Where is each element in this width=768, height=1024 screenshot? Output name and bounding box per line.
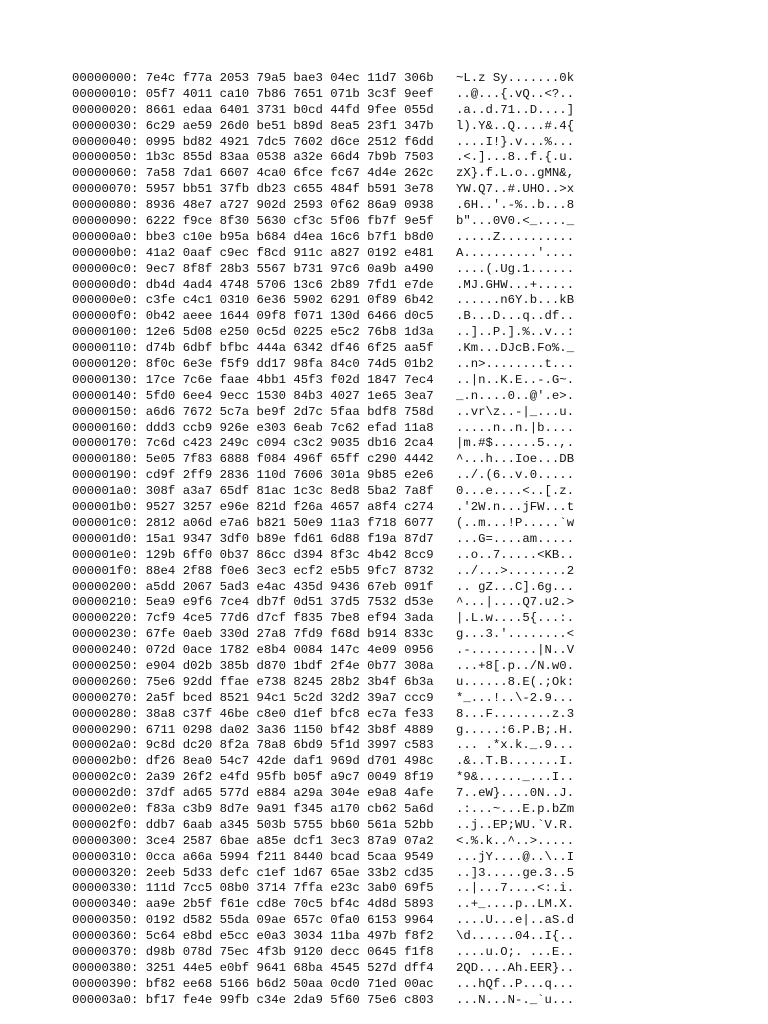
ascii-text: 7..eW}....0N..J. xyxy=(456,786,575,801)
hex-bytes: 00000290: 6711 0298 da02 3a36 1150 bf42 3b8f 4889 xyxy=(72,722,434,737)
ascii-text: b"...0V0.<_...._ xyxy=(456,214,575,229)
hex-bytes: 00000200: a5dd 2067 5ad3 e4ac 435d 9436 67eb 091f xyxy=(72,579,434,594)
hex-bytes: 000000d0: db4d 4ad4 4748 5706 13c6 2b89 7fd1 e7de xyxy=(72,277,434,292)
ascii-text: 2QD....Ah.EER}.. xyxy=(456,960,575,975)
ascii-text: <.%.k..^..>..... xyxy=(456,833,575,848)
hex-bytes: 00000100: 12e6 5d08 e250 0c5d 0225 e5c2 76b8 1d3a xyxy=(72,325,434,340)
hex-bytes: 000001e0: 129b 6ff0 0b37 86cc d394 8f3c 4b42 8cc9 xyxy=(72,547,434,562)
hex-bytes: 000000b0: 41a2 0aaf c9ec f8cd 911c a827 0192 e481 xyxy=(72,245,434,260)
hex-bytes: 00000220: 7cf9 4ce5 77d6 d7cf f835 7be8 ef94 3ada xyxy=(72,611,434,626)
hex-bytes: 00000340: aa9e 2b5f f61e cd8e 70c5 bf4c 4d8d 5893 xyxy=(72,897,434,912)
hex-bytes: 00000000: 7e4c f77a 2053 79a5 bae3 04ec 11d7 306b xyxy=(72,71,434,85)
ascii-text: .6H..'.-%..b...8 xyxy=(456,198,575,213)
hex-bytes: 00000250: e904 d02b 385b d870 1bdf 2f4e 0b77 308a xyxy=(72,658,434,673)
ascii-text: .Km...DJcB.Fo%._ xyxy=(456,341,575,356)
hex-bytes: 00000070: 5957 bb51 37fb db23 c655 484f b591 3e78 xyxy=(72,182,434,197)
ascii-text: .-.........|N..V xyxy=(456,643,575,658)
ascii-text: .MJ.GHW...+..... xyxy=(456,277,575,292)
ascii-text: ...+8[.p../N.w0. xyxy=(456,658,575,673)
ascii-text: ...jY....@..\..I xyxy=(456,849,575,864)
ascii-text: ......n6Y.b...kB xyxy=(456,293,575,308)
ascii-text: ..o..7.....<KB.. xyxy=(456,547,575,562)
ascii-text: \d......04..I{.. xyxy=(456,929,575,944)
ascii-text: ....U...e|..aS.d xyxy=(456,913,575,928)
ascii-text: (..m...!P.....`w xyxy=(456,515,575,530)
ascii-text: ..@...{.vQ..<?.. xyxy=(456,86,575,101)
hex-bytes: 00000260: 75e6 92dd ffae e738 8245 28b2 3b4f 6b3a xyxy=(72,674,434,689)
hex-bytes: 00000160: ddd3 ccb9 926e e303 6eab 7c62 efad 11a8 xyxy=(72,420,434,435)
ascii-text: ..n>........t... xyxy=(456,357,575,372)
ascii-text: YW.Q7..#.UHO..>x xyxy=(456,182,575,197)
hex-bytes: 00000150: a6d6 7672 5c7a be9f 2d7c 5faa bdf8 758d xyxy=(72,404,434,419)
ascii-text: ../.(6..v.0..... xyxy=(456,468,575,483)
hex-bytes: 000000e0: c3fe c4c1 0310 6e36 5902 6291 0f89 6b42 xyxy=(72,293,434,308)
hex-bytes: 00000370: d98b 078d 75ec 4f3b 9120 decc 0645 f1f8 xyxy=(72,944,434,959)
ascii-text: .....Z.......... xyxy=(456,229,575,244)
ascii-text: ../...>........2 xyxy=(456,563,575,578)
ascii-text: ..j..EP;WU.`V.R. xyxy=(456,817,575,832)
ascii-text: .'2W.n...jFW...t xyxy=(456,500,575,515)
hex-bytes: 00000180: 5e05 7f83 6888 f084 496f 65ff c290 4442 xyxy=(72,452,434,467)
hex-bytes: 000002c0: 2a39 26f2 e4fd 95fb b05f a9c7 0049 8f19 xyxy=(72,770,434,785)
hex-bytes: 000002b0: df26 8ea0 54c7 42de daf1 969d d701 498c xyxy=(72,754,434,769)
ascii-text: l).Y&..Q....#.4{ xyxy=(456,118,575,133)
ascii-text: ..]3.....ge.3..5 xyxy=(456,865,575,880)
ascii-text: ..|...7....<:.i. xyxy=(456,881,575,896)
ascii-text: u......8.E(.;Ok: xyxy=(456,674,575,689)
hex-bytes: 00000380: 3251 44e5 e0bf 9641 68ba 4545 527d dff4 xyxy=(72,960,434,975)
ascii-text: ..|n..K.E..-.G~. xyxy=(456,372,575,387)
ascii-text: ..+_....p..LM.X. xyxy=(456,897,575,912)
ascii-text: ..]..P.].%..v..: xyxy=(456,325,575,340)
ascii-text: ...hQf..P...q... xyxy=(456,976,575,991)
hex-bytes: 00000110: d74b 6dbf bfbc 444a 6342 df46 6f25 aa5f xyxy=(72,341,434,356)
ascii-text: ^...|....Q7.u2.> xyxy=(456,595,575,610)
ascii-text: g...3.'........< xyxy=(456,627,575,642)
hex-bytes: 000000f0: 0b42 aeee 1644 09f8 f071 130d 6466 d0c5 xyxy=(72,309,434,324)
hex-bytes: 00000030: 6c29 ae59 26d0 be51 b89d 8ea5 23f1 347b xyxy=(72,118,434,133)
ascii-text: ....u.O;. ...E.. xyxy=(456,944,575,959)
ascii-text: .&..T.B.......I. xyxy=(456,754,575,769)
hex-bytes: 000000a0: bbe3 c10e b95a b684 d4ea 16c6 b7f1 b8d0 xyxy=(72,229,434,244)
hex-bytes: 000001d0: 15a1 9347 3df0 b89e fd61 6d88 f19a 87d7 xyxy=(72,531,434,546)
hex-bytes: 00000280: 38a8 c37f 46be c8e0 d1ef bfc8 ec7a fe33 xyxy=(72,706,434,721)
hex-bytes: 00000330: 111d 7cc5 08b0 3714 7ffa e23c 3ab0 69f5 xyxy=(72,881,434,896)
hex-bytes: 000002a0: 9c8d dc20 8f2a 78a8 6bd9 5f1d 3997 c583 xyxy=(72,738,434,753)
ascii-text: .B...D...q..df.. xyxy=(456,309,575,324)
ascii-text: *9&......_...I.. xyxy=(456,770,575,785)
hex-bytes: 00000010: 05f7 4011 ca10 7b86 7651 071b 3c3f 9eef xyxy=(72,86,434,101)
hex-bytes: 00000080: 8936 48e7 a727 902d 2593 0f62 86a9 0938 xyxy=(72,198,434,213)
hex-bytes: 00000300: 3ce4 2587 6bae a85e dcf1 3ec3 87a9 07a2 xyxy=(72,833,434,848)
ascii-text: ...N...N-._`u... xyxy=(456,992,575,1007)
hex-bytes: 00000240: 072d 0ace 1782 e8b4 0084 147c 4e09 0956 xyxy=(72,643,434,658)
hex-bytes: 00000170: 7c6d c423 249c c094 c3c2 9035 db16 2ca4 xyxy=(72,436,434,451)
ascii-text: ....(.Ug.1...... xyxy=(456,261,575,276)
hex-bytes: 00000210: 5ea9 e9f6 7ce4 db7f 0d51 37d5 7532 d53e xyxy=(72,595,434,610)
ascii-text: ^...h...Ioe...DB xyxy=(456,452,575,467)
ascii-text: A..........'.... xyxy=(456,245,575,260)
ascii-text: |m.#$......5..,. xyxy=(456,436,575,451)
ascii-text: ..vr\z..-|_...u. xyxy=(456,404,575,419)
ascii-text: .....n..n.|b.... xyxy=(456,420,575,435)
hex-bytes: 000003a0: bf17 fe4e 99fb c34e 2da9 5f60 75e6 c803 xyxy=(72,992,434,1007)
hex-bytes: 00000310: 0cca a66a 5994 f211 8440 bcad 5caa 9549 xyxy=(72,849,434,864)
ascii-text: *_...!..\-2.9... xyxy=(456,690,575,705)
hex-bytes: 00000350: 0192 d582 55da 09ae 657c 0fa0 6153 9964 xyxy=(72,913,434,928)
hex-bytes: 000001a0: 308f a3a7 65df 81ac 1c3c 8ed8 5ba2 7a8f xyxy=(72,484,434,499)
hex-bytes: 00000050: 1b3c 855d 83aa 0538 a32e 66d4 7b9b 7503 xyxy=(72,150,434,165)
hex-bytes: 000001b0: 9527 3257 e96e 821d f26a 4657 a8f4 c274 xyxy=(72,500,434,515)
hex-bytes: 00000270: 2a5f bced 8521 94c1 5c2d 32d2 39a7 ccc9 xyxy=(72,690,434,705)
ascii-text: 8...F........z.3 xyxy=(456,706,575,721)
hex-bytes: 000000c0: 9ec7 8f8f 28b3 5567 b731 97c6 0a9b a490 xyxy=(72,261,434,276)
ascii-text: zX}.f.L.o..gMN&, xyxy=(456,166,575,181)
ascii-text: ... .*x.k._.9... xyxy=(456,738,575,753)
ascii-text: 0...e....<..[.z. xyxy=(456,484,575,499)
hex-bytes: 00000020: 8661 edaa 6401 3731 b0cd 44fd 9fee 055d xyxy=(72,102,434,117)
ascii-text: ~L.z Sy.......0k xyxy=(456,71,575,85)
hex-bytes: 000002e0: f83a c3b9 8d7e 9a91 f345 a170 cb62 5a6d xyxy=(72,801,434,816)
hex-bytes: 00000040: 0995 bd82 4921 7dc5 7602 d6ce 2512 f6dd xyxy=(72,134,434,149)
hex-bytes: 000002f0: ddb7 6aab a345 503b 5755 bb60 561a 52bb xyxy=(72,817,434,832)
hex-bytes: 00000360: 5c64 e8bd e5cc e0a3 3034 11ba 497b f8f2 xyxy=(72,929,434,944)
hex-bytes: 00000390: bf82 ee68 5166 b6d2 50aa 0cd0 71ed 00ac xyxy=(72,976,434,991)
ascii-text: .. gZ...C].6g... xyxy=(456,579,575,594)
ascii-text: .:...~...E.p.bZm xyxy=(456,801,575,816)
ascii-text: |.L.w....5{...:. xyxy=(456,611,575,626)
ascii-text: ....I!}.v...%... xyxy=(456,134,575,149)
hex-bytes: 000001f0: 88e4 2f88 f0e6 3ec3 ecf2 e5b5 9fc7 8732 xyxy=(72,563,434,578)
hex-bytes: 000001c0: 2812 a06d e7a6 b821 50e9 11a3 f718 6077 xyxy=(72,515,434,530)
hex-bytes: 00000140: 5fd0 6ee4 9ecc 1530 84b3 4027 1e65 3ea7 xyxy=(72,388,434,403)
hex-bytes: 00000320: 2eeb 5d33 defc c1ef 1d67 65ae 33b2 cd35 xyxy=(72,865,434,880)
hex-bytes: 00000120: 8f0c 6e3e f5f9 dd17 98fa 84c0 74d5 01b2 xyxy=(72,357,434,372)
ascii-text: g.....:6.P.B;.H. xyxy=(456,722,575,737)
ascii-text: _.n....0..@'.e>. xyxy=(456,388,575,403)
hex-bytes: 000002d0: 37df ad65 577d e884 a29a 304e e9a8 4afe xyxy=(72,786,434,801)
hex-bytes: 00000130: 17ce 7c6e faae 4bb1 45f3 f02d 1847 7ec4 xyxy=(72,372,434,387)
ascii-text: .a..d.71..D....] xyxy=(456,102,575,117)
hex-bytes: 00000230: 67fe 0aeb 330d 27a8 7fd9 f68d b914 833c xyxy=(72,627,434,642)
hex-bytes: 00000190: cd9f 2ff9 2836 110d 7606 301a 9b85 e2e6 xyxy=(72,468,434,483)
hex-bytes: 00000060: 7a58 7da1 6607 4ca0 6fce fc67 4d4e 262c xyxy=(72,166,434,181)
ascii-text: .<.]...8..f.{.u. xyxy=(456,150,575,165)
hex-bytes: 00000090: 6222 f9ce 8f30 5630 cf3c 5f06 fb7f 9e5f xyxy=(72,214,434,229)
ascii-text: ...G=....am..... xyxy=(456,531,575,546)
